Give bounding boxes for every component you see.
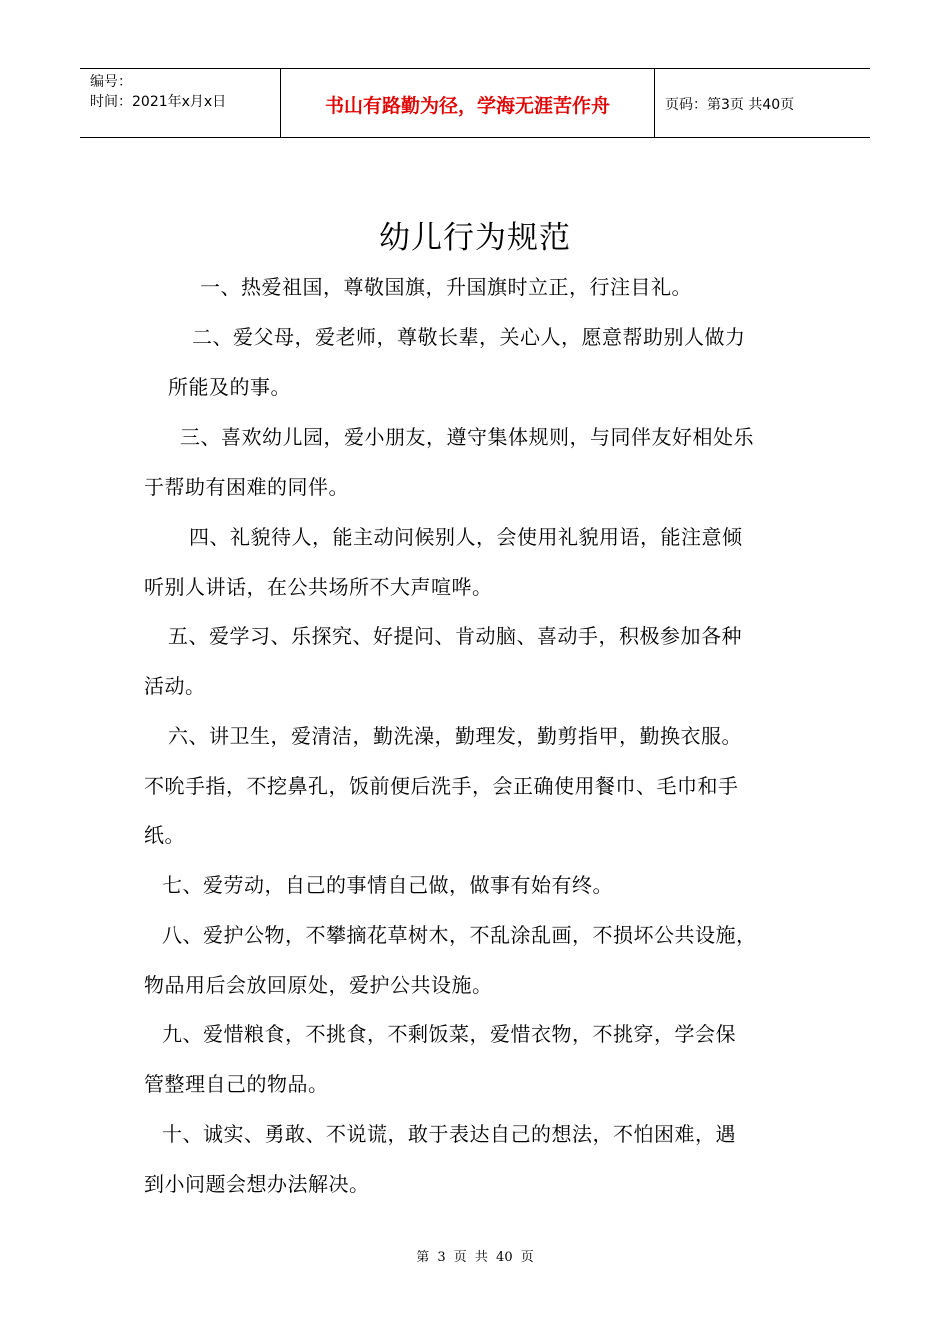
paragraph-line: 九、爱惜粮食，不挑食，不剩饭菜，爱惜衣物，不挑穿，学会保 bbox=[162, 1022, 736, 1046]
document-time-label: 时间：2021年x月x日 bbox=[90, 94, 227, 110]
paragraph-line: 七、爱劳动，自己的事情自己做，做事有始有终。 bbox=[162, 873, 613, 897]
header-motto: 书山有路勤为径，学海无涯苦作舟 bbox=[324, 95, 610, 117]
page-footer: 第 3 页 共 40 页 bbox=[416, 1250, 534, 1265]
paragraph-line: 管整理自己的物品。 bbox=[144, 1072, 329, 1096]
document-title: 幼儿行为规范 bbox=[379, 220, 571, 256]
paragraph-line: 五、爱学习、乐探究、好提问、肯动脑、喜动手，积极参加各种 bbox=[168, 624, 742, 648]
paragraph-line: 所能及的事。 bbox=[168, 375, 291, 399]
paragraph-line: 于帮助有困难的同伴。 bbox=[144, 475, 349, 499]
paragraph-line: 六、讲卫生，爱清洁，勤洗澡，勤理发，勤剪指甲，勤换衣服。 bbox=[168, 724, 742, 748]
paragraph-line: 纸。 bbox=[144, 823, 185, 847]
header-page-info: 页码：第3页 共40页 bbox=[665, 97, 795, 113]
paragraph-line: 不吮手指，不挖鼻孔，饭前便后洗手，会正确使用餐巾、毛巾和手 bbox=[144, 774, 739, 798]
header-page-cell bbox=[655, 69, 870, 137]
paragraph-line: 四、礼貌待人，能主动问候别人，会使用礼貌用语，能注意倾 bbox=[189, 525, 743, 549]
paragraph-line: 活动。 bbox=[144, 674, 206, 698]
paragraph-line: 听别人讲话，在公共场所不大声喧哗。 bbox=[144, 575, 493, 599]
paragraph-line: 物品用后会放回原处，爱护公共设施。 bbox=[144, 973, 493, 997]
paragraph-line: 十、诚实、勇敢、不说谎，敢于表达自己的想法，不怕困难，遇 bbox=[162, 1122, 736, 1146]
paragraph-line: 一、热爱祖国，尊敬国旗，升国旗时立正，行注目礼。 bbox=[200, 275, 692, 299]
paragraph-line: 二、爱父母，爱老师，尊敬长辈，关心人，愿意帮助别人做力 bbox=[192, 325, 746, 349]
paragraph-line: 三、喜欢幼儿园，爱小朋友，遵守集体规则，与同伴友好相处乐 bbox=[180, 425, 754, 449]
page-header bbox=[80, 68, 870, 138]
header-info-cell bbox=[80, 69, 281, 137]
paragraph-line: 到小问题会想办法解决。 bbox=[144, 1172, 370, 1196]
document-number-label: 编号： bbox=[90, 74, 132, 90]
paragraph-line: 八、爱护公物，不攀摘花草树木，不乱涂乱画，不损坏公共设施， bbox=[162, 923, 757, 947]
header-motto-cell bbox=[281, 69, 655, 137]
